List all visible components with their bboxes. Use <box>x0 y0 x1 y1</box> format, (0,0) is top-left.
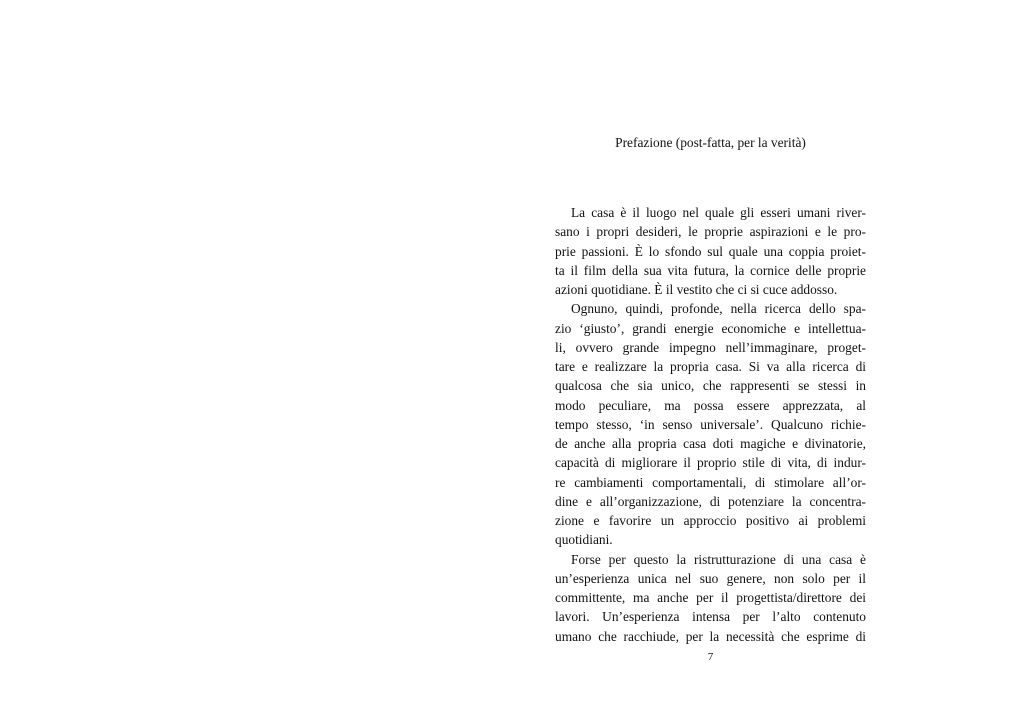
text-line: zio ‘giusto’, grandi energie economiche e intellettua- <box>555 320 866 336</box>
right-page <box>555 0 866 724</box>
text-line: qualcosa che sia unico, che rappresenti se stessi in <box>555 378 866 394</box>
text-line: modo peculiare, ma possa essere apprezzata, al <box>555 397 866 413</box>
text-line: ta il film della sua vita futura, la cornice delle proprie <box>555 262 866 278</box>
text-line: tempo stesso, ‘in senso universale’. Qualcuno richie- <box>555 416 866 432</box>
text-line: azioni quotidiane. È il vestito che ci si cuce addosso. <box>555 282 838 297</box>
page-number: 7 <box>707 651 714 663</box>
chapter-title: Prefazione (post-fatta, per la verità) <box>615 135 806 150</box>
text-line: La casa è il luogo nel quale gli esseri umani river- <box>571 205 866 220</box>
text-line: capacità di migliorare il proprio stile di vita, di indur- <box>555 455 866 471</box>
text-line: lavori. Un’esperienza intensa per l’alto contenuto <box>555 609 866 625</box>
text-line: li, ovvero grande impegno nell’immaginare, proget- <box>555 339 866 355</box>
text-line: Forse per questo la ristrutturazione di una casa è <box>571 551 866 567</box>
text-line: sano i propri desideri, le proprie aspirazioni e le pro- <box>555 224 866 240</box>
text-line: dine e all’organizzazione, di potenziare la concentra- <box>555 493 866 509</box>
text-line: un’esperienza unica nel suo genere, non solo per il <box>555 570 866 586</box>
text-line: re cambiamenti comportamentali, di stimolare all’or- <box>555 474 866 490</box>
body-text <box>555 203 866 646</box>
text-line: tare e realizzare la propria casa. Si va alla ricerca di <box>555 359 866 374</box>
text-line: prie passioni. È lo sfondo sul quale una coppia proiet- <box>555 243 866 259</box>
text-line: de anche alla propria casa doti magiche e divinatorie, <box>555 436 866 451</box>
text-line: quotidiani. <box>555 532 613 548</box>
text-line: zione e favorire un approccio positivo ai problemi <box>555 513 866 528</box>
text-line: committente, ma anche per il progettista/direttore dei <box>555 590 866 605</box>
text-line: umano che racchiude, per la necessità che esprime di <box>555 628 866 644</box>
text-line: Ognuno, quindi, profonde, nella ricerca dello spa- <box>571 301 866 317</box>
